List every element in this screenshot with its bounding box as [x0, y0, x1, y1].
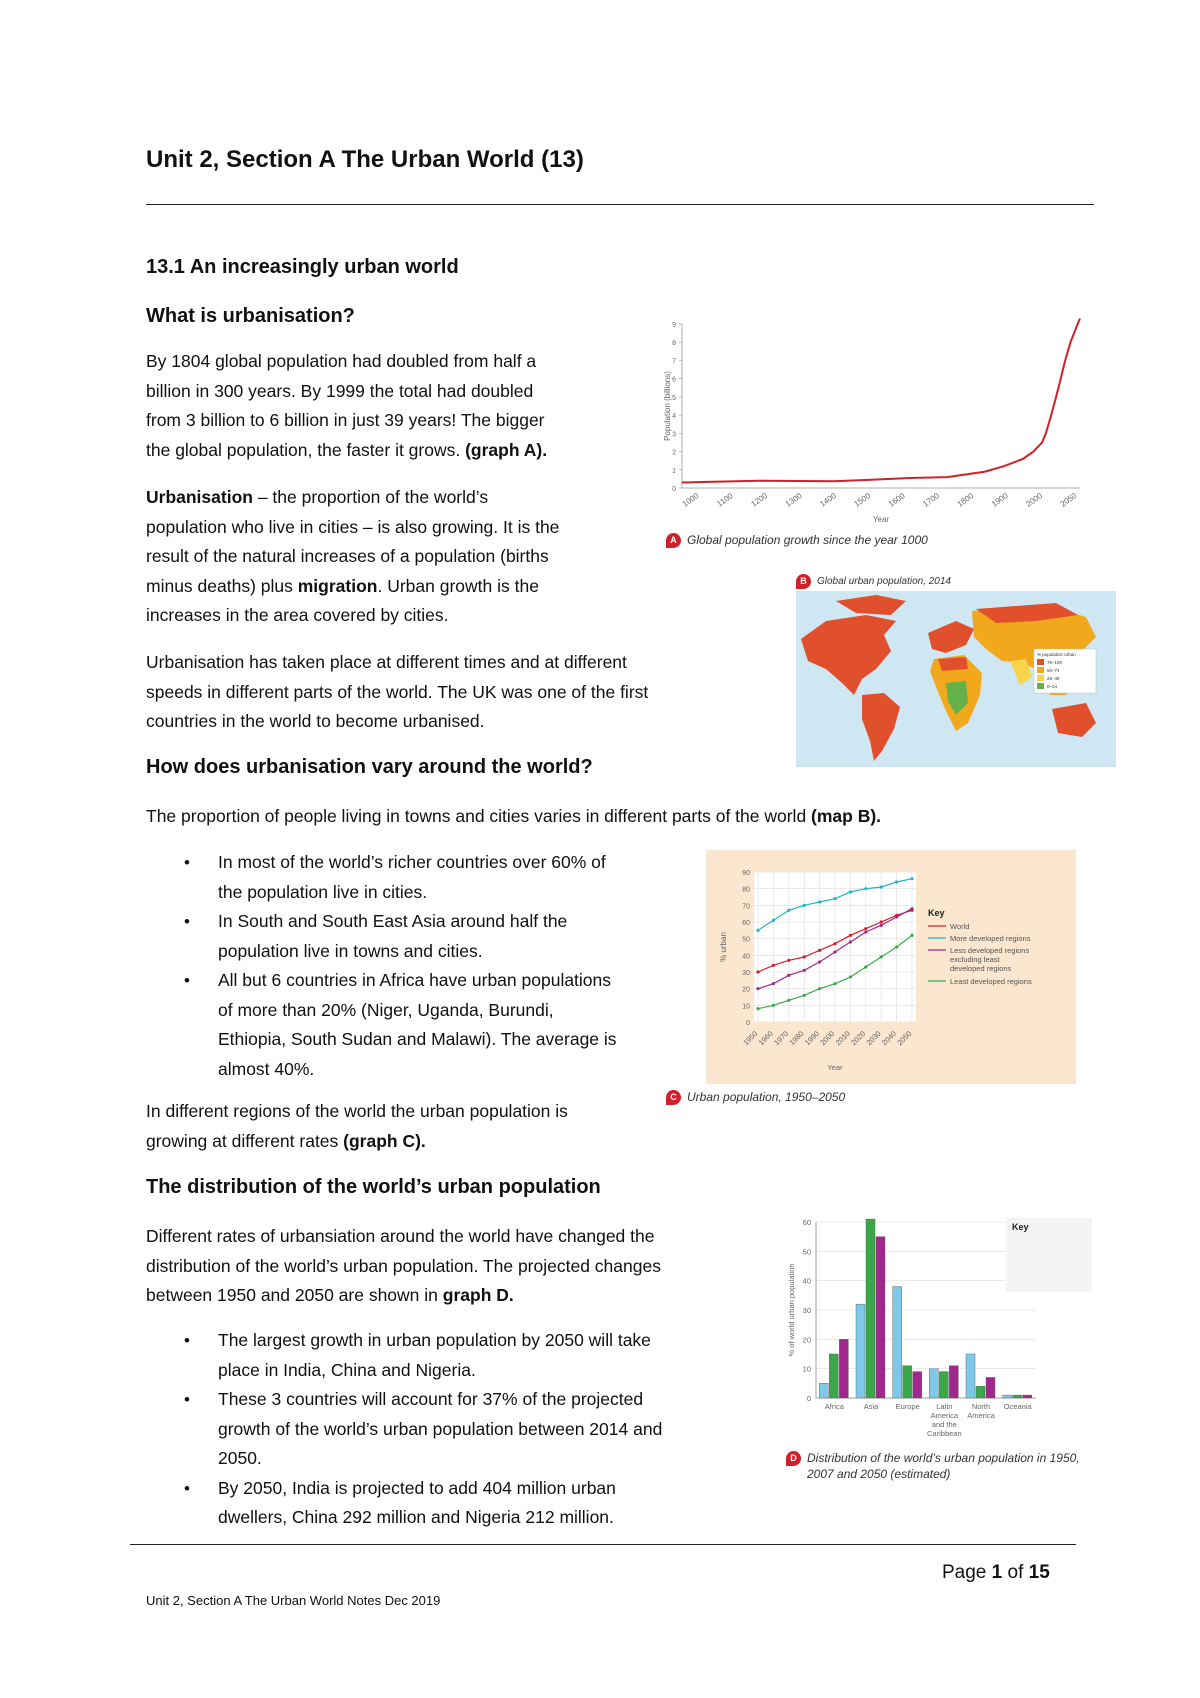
caption-text: Distribution of the world’s urban population in 1950,	[807, 1451, 1080, 1465]
x-tick-label: 1900	[989, 491, 1010, 509]
y-tick-label: 10	[802, 1364, 811, 1374]
y-tick-label: 70	[742, 903, 750, 911]
data-point	[910, 907, 913, 910]
bar	[866, 1219, 875, 1398]
list-item	[146, 907, 726, 966]
data-point	[818, 960, 821, 963]
y-tick-label: 50	[802, 1247, 811, 1257]
key-label-4: 0–24	[1047, 684, 1058, 689]
data-point	[772, 1004, 775, 1007]
x-tick-label: 2040	[879, 1029, 899, 1048]
text-line: growth of the world’s urban population between 2014 and	[218, 1418, 663, 1439]
data-point	[910, 934, 913, 937]
y-tick-label: 60	[802, 1218, 811, 1227]
bar	[949, 1366, 958, 1398]
urbanisation-term: Urbanisation	[146, 487, 253, 507]
x-tick-label: 1970	[772, 1029, 791, 1048]
map-b-ref: (map B).	[811, 806, 882, 826]
north-africa-region	[938, 657, 968, 671]
data-point	[895, 880, 898, 883]
y-tick-label: 4	[672, 413, 676, 421]
page-number	[942, 1562, 1050, 1584]
population-line	[682, 319, 1080, 483]
x-tick-label: 1990	[802, 1029, 822, 1048]
data-point	[880, 885, 883, 888]
key-label-world: World	[950, 922, 970, 931]
x-tick-label: Caribbean	[927, 1429, 962, 1438]
text-line: of more than 20% (Niger, Uganda, Burundi,	[218, 999, 554, 1020]
x-axis-label: Year	[827, 1063, 843, 1072]
data-point	[803, 955, 806, 958]
section-heading: 13.1 An increasingly urban world	[146, 256, 459, 278]
chart-d-key-title: Key	[1012, 1222, 1029, 1232]
figure-d-caption	[786, 1450, 1080, 1482]
data-point	[803, 904, 806, 907]
x-tick-label: 2050	[1058, 491, 1079, 509]
data-point	[880, 920, 883, 923]
text-line: minus deaths) plus	[146, 575, 298, 596]
y-tick-label: 8	[672, 340, 676, 348]
x-tick-label: 1950	[741, 1029, 760, 1048]
bar	[829, 1354, 838, 1398]
q3-intro	[146, 1222, 786, 1311]
text-line: By 1804 global population had doubled from half a	[146, 351, 537, 371]
key-swatch-1	[1037, 659, 1044, 665]
chart-c-key	[928, 908, 1032, 986]
data-point	[803, 969, 806, 972]
y-tick-label: 2	[672, 449, 676, 457]
text-line: distribution of the world’s urban population. The projected changes	[146, 1255, 661, 1276]
x-tick-label: 1500	[852, 491, 873, 509]
key-label-2: 50–74	[1047, 668, 1060, 673]
caption-text: Global urban population, 2014	[817, 576, 951, 588]
x-tick-label: 2020	[849, 1029, 868, 1048]
text-line: The largest growth in urban population by 2050 will take	[218, 1330, 651, 1350]
map-key-title: % population urban	[1037, 652, 1076, 657]
x-tick-label: 1700	[921, 491, 941, 509]
x-tick-label: North	[971, 1402, 991, 1411]
page-label: Page	[942, 1562, 992, 1583]
map-b-key	[1034, 649, 1096, 693]
x-tick-label: America	[967, 1411, 995, 1420]
data-point	[756, 970, 759, 973]
y-tick-label: 0	[806, 1394, 811, 1403]
q1-paragraph-2	[146, 483, 666, 631]
title-rule	[146, 204, 1094, 205]
graph-c-ref: (graph C).	[343, 1130, 426, 1151]
data-point	[787, 999, 790, 1002]
figure-b-caption	[796, 574, 951, 589]
chart-d-key	[1006, 1218, 1092, 1292]
key-swatch-4	[1037, 683, 1044, 689]
data-point	[864, 930, 867, 933]
caption-text: 2007 and 2050 (estimated)	[807, 1467, 951, 1482]
list-item	[146, 1385, 786, 1474]
figure-c-chart	[706, 850, 1076, 1084]
data-point	[910, 877, 913, 880]
key-swatch-2	[1037, 667, 1044, 673]
text-line: population who live in cities – is also growing. It is the	[146, 516, 560, 537]
bar	[876, 1237, 885, 1398]
x-tick-label: 2050	[895, 1029, 914, 1048]
text-line: Different rates of urbansiation around the world have changed the	[146, 1226, 655, 1246]
x-tick-label: Oceania	[1003, 1402, 1032, 1411]
text-line: In South and South East Asia around half the	[218, 911, 568, 931]
q1-heading: What is urbanisation?	[146, 305, 355, 327]
y-tick-label: 6	[672, 376, 676, 384]
text-line: speeds in different parts of the world. The UK was one of the first	[146, 681, 649, 702]
text-line: the population live in cities.	[218, 881, 428, 902]
data-point	[787, 909, 790, 912]
text-line: 2050.	[218, 1448, 262, 1468]
text-line: The proportion of people living in towns and cities varies in different parts of the world	[146, 806, 812, 826]
figure-a-badge: A	[666, 533, 681, 548]
data-point	[849, 975, 852, 978]
figure-b-map	[796, 591, 1116, 767]
data-point	[880, 924, 883, 927]
y-tick-label: 9	[672, 322, 676, 329]
figure-b-badge: B	[796, 574, 811, 589]
footer-rule	[130, 1544, 1076, 1545]
y-tick-label: 0	[746, 1020, 750, 1027]
x-tick-label: Europe	[895, 1402, 920, 1411]
chart-c-plot	[719, 870, 916, 1072]
key-label-less-3: developed regions	[950, 964, 1012, 973]
figure-a-caption	[666, 533, 928, 548]
text-line: billion in 300 years. By 1999 the total had doubled	[146, 380, 534, 401]
text-line: . Urban growth is the	[377, 575, 539, 596]
data-point	[895, 945, 898, 948]
text-line: result of the natural increases of a population (births	[146, 546, 549, 566]
footer-note: Unit 2, Section A The Urban World Notes Dec 2019	[146, 1593, 441, 1608]
y-axis-label: % of world urban population	[787, 1263, 796, 1357]
text-line: the global population, the faster it grows.	[146, 439, 466, 460]
list-item	[146, 966, 726, 1084]
data-point	[772, 919, 775, 922]
bar	[839, 1339, 848, 1398]
y-tick-label: 40	[742, 953, 750, 961]
y-axis-label: % urban	[719, 932, 728, 962]
list-item	[146, 848, 726, 907]
page-total: 15	[1028, 1562, 1050, 1583]
data-point	[833, 897, 836, 900]
text-line: All but 6 countries in Africa have urban populations	[218, 970, 612, 990]
chart-c-key-title: Key	[928, 908, 945, 918]
migration-term: migration	[297, 575, 378, 596]
x-tick-label: 1980	[787, 1029, 806, 1048]
x-tick-label: 2010	[833, 1029, 852, 1048]
text-line: In most of the world’s richer countries over 60% of	[218, 852, 606, 872]
data-point	[756, 987, 759, 990]
y-tick-label: 90	[742, 870, 750, 877]
bar	[893, 1287, 902, 1398]
data-point	[849, 890, 852, 893]
x-tick-label: 2030	[864, 1029, 883, 1048]
bar	[1003, 1395, 1012, 1398]
list-item	[146, 1326, 786, 1385]
chart-a-plot	[663, 319, 1080, 525]
bar	[1023, 1395, 1032, 1398]
data-point	[833, 982, 836, 985]
y-tick-label: 80	[742, 886, 750, 894]
q2-heading: How does urbanisation vary around the world?	[146, 756, 593, 778]
text-line: These 3 countries will account for 37% of the projected	[218, 1389, 644, 1409]
x-tick-label: 2000	[818, 1029, 837, 1048]
q3-heading: The distribution of the world’s urban population	[146, 1176, 601, 1198]
y-tick-label: 30	[742, 970, 750, 977]
figure-c-badge: C	[666, 1090, 681, 1105]
data-point	[787, 959, 790, 962]
x-tick-label: 1960	[756, 1029, 775, 1048]
x-tick-label: 1400	[818, 491, 838, 509]
data-point	[787, 974, 790, 977]
text-line: dwellers, China 292 million and Nigeria 212 million.	[218, 1507, 614, 1527]
text-line: In different regions of the world the urban population is	[146, 1101, 568, 1121]
q2-outro	[146, 1097, 706, 1156]
q2-bullets	[146, 848, 726, 1084]
key-label-least: Least developed regions	[950, 977, 1032, 986]
x-tick-label: and the	[931, 1420, 957, 1429]
text-line: Ethiopia, South Sudan and Malawi). The average is	[218, 1029, 617, 1049]
y-tick-label: 10	[742, 1003, 750, 1011]
text-line: – the proportion of the world’s	[252, 487, 489, 507]
text-line: increases in the area covered by cities.	[146, 605, 449, 625]
data-point	[772, 964, 775, 967]
data-point	[756, 1007, 759, 1010]
y-tick-label: 60	[742, 920, 750, 927]
y-tick-label: 20	[742, 986, 750, 994]
list-item	[146, 1474, 786, 1533]
x-tick-label: 1600	[886, 491, 907, 509]
page-title: Unit 2, Section A The Urban World (13)	[146, 146, 584, 173]
key-label-1: 75–100	[1047, 660, 1063, 665]
figure-a-chart	[660, 318, 1100, 564]
key-label-3: 25–49	[1047, 676, 1060, 681]
bar	[986, 1377, 995, 1398]
bar	[976, 1386, 985, 1398]
bar	[929, 1369, 938, 1398]
x-tick-label: 1300	[783, 491, 804, 509]
y-tick-label: 30	[802, 1306, 811, 1315]
data-point	[880, 955, 883, 958]
caption-text: Global population growth since the year 1000	[687, 533, 928, 547]
bar	[819, 1383, 828, 1398]
figure-c-caption	[666, 1090, 845, 1105]
text-line: between 1950 and 2050 are shown in	[146, 1285, 443, 1305]
data-point	[772, 982, 775, 985]
bar	[856, 1304, 865, 1398]
y-tick-label: 20	[802, 1335, 811, 1345]
q1-paragraph-1	[146, 347, 666, 465]
x-tick-label: 1000	[680, 491, 701, 509]
bar	[966, 1354, 975, 1398]
y-tick-label: 7	[672, 358, 676, 366]
q3-bullets	[146, 1326, 786, 1533]
text-line: from 3 billion to 6 billion in just 39 years! The bigger	[146, 410, 545, 430]
data-point	[833, 942, 836, 945]
caption-text: Urban population, 1950–2050	[687, 1090, 846, 1104]
text-line: Urbanisation has taken place at different times and at different	[146, 652, 627, 672]
text-line: almost 40%.	[218, 1058, 315, 1079]
y-tick-label: 1	[672, 467, 676, 475]
bar	[1013, 1395, 1022, 1398]
bar	[939, 1372, 948, 1398]
page-current: 1	[991, 1562, 1003, 1583]
y-axis-label: Population (billions)	[663, 371, 672, 441]
key-label-less: Less developed regions	[950, 946, 1030, 955]
y-tick-label: 40	[802, 1276, 811, 1286]
text-line: countries in the world to become urbanised.	[146, 711, 485, 731]
figure-d-chart	[786, 1212, 1100, 1452]
x-tick-label: Africa	[824, 1402, 844, 1411]
q1-paragraph-3	[146, 648, 766, 737]
key-swatch-3	[1037, 675, 1044, 681]
key-label-more: More developed regions	[950, 934, 1031, 943]
data-point	[803, 994, 806, 997]
x-axis-label: Year	[872, 515, 890, 524]
y-tick-label: 0	[672, 486, 676, 493]
y-tick-label: 5	[672, 394, 676, 402]
data-point	[833, 950, 836, 953]
x-tick-label: Asia	[863, 1402, 879, 1411]
y-tick-label: 3	[672, 431, 676, 439]
x-tick-label: 1100	[715, 491, 735, 509]
data-point	[864, 927, 867, 930]
data-point	[818, 949, 821, 952]
data-point	[864, 965, 867, 968]
data-point	[849, 940, 852, 943]
q2-intro	[146, 802, 1106, 832]
data-point	[818, 900, 821, 903]
x-tick-label: America	[930, 1411, 959, 1420]
data-point	[895, 915, 898, 918]
x-tick-label: Latin	[936, 1402, 953, 1411]
bar	[903, 1366, 912, 1398]
text-line: By 2050, India is projected to add 404 million urban	[218, 1477, 616, 1498]
text-line: place in India, China and Nigeria.	[218, 1359, 476, 1380]
text-line: growing at different rates	[146, 1130, 344, 1151]
x-tick-label: 2000	[1024, 491, 1045, 509]
graph-d-ref: graph D.	[442, 1285, 514, 1305]
text-line: population live in towns and cities.	[218, 940, 483, 961]
data-point	[818, 987, 821, 990]
data-point	[849, 934, 852, 937]
figure-d-badge: D	[786, 1451, 801, 1466]
x-tick-label: 1800	[955, 491, 976, 509]
bar	[913, 1372, 922, 1398]
page-of: of	[1002, 1562, 1029, 1583]
x-tick-label: 1200	[749, 491, 770, 509]
y-tick-label: 50	[742, 936, 750, 944]
graph-a-ref: (graph A).	[465, 439, 548, 460]
key-label-less-2: excluding least	[950, 955, 1000, 964]
data-point	[864, 887, 867, 890]
data-point	[756, 929, 759, 932]
